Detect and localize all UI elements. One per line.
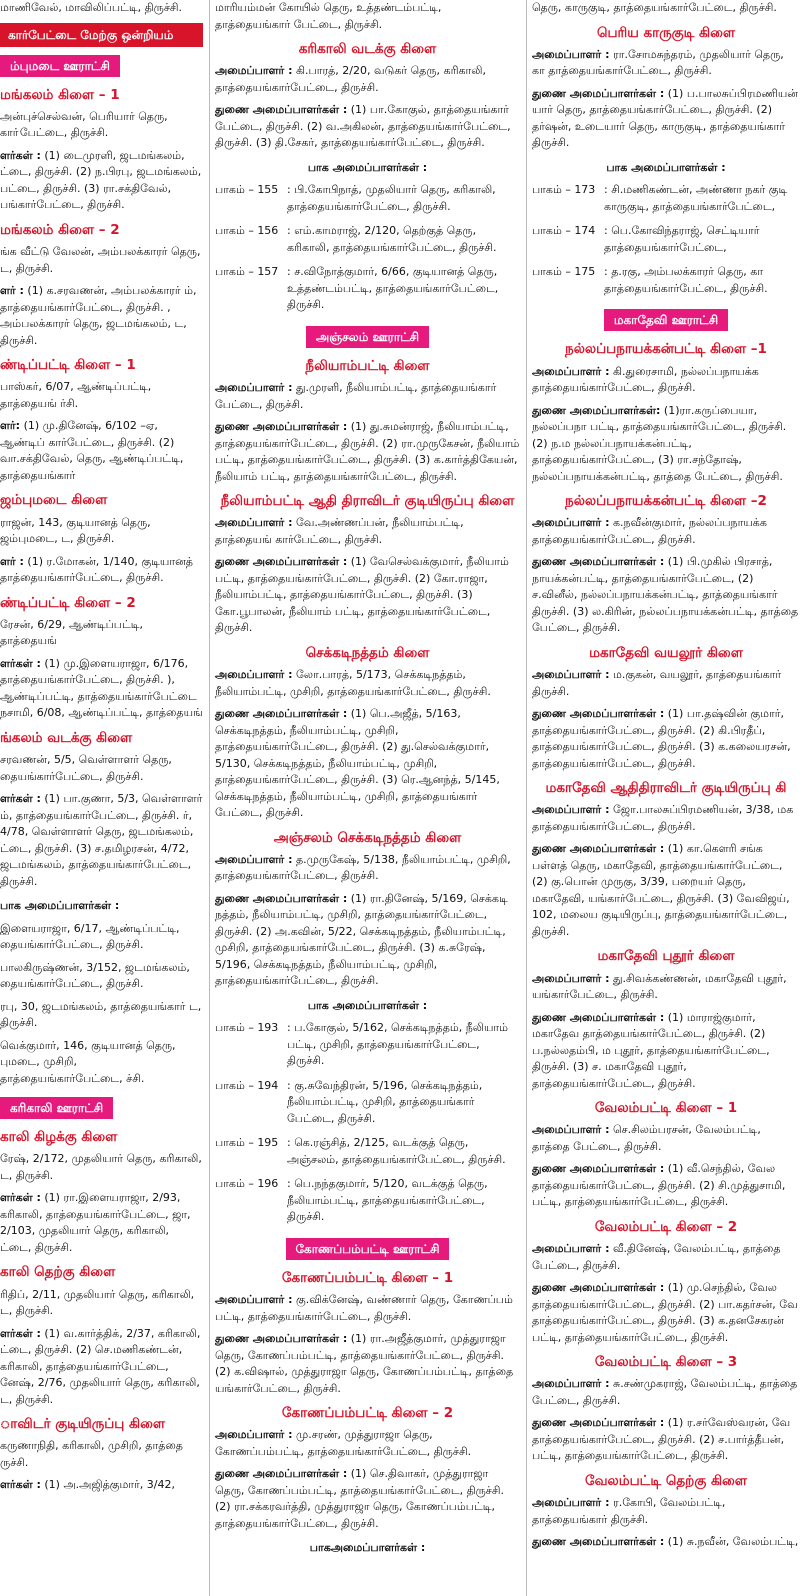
entry-text: ராஜன், 143, குடியானத் தெரு, ஜம்புமடை, ட, திருச்சி.	[0, 515, 151, 545]
panchayat-header	[215, 1234, 520, 1264]
entry-text: ங்க வீட்டு வேலன், அம்பலக்காரர் தெரு, ட, திருச்சி.	[0, 245, 201, 275]
section-subheading: பாக அமைப்பாளர்கள் :	[307, 998, 428, 1012]
branch-heading: நல்லப்பநாயக்கன்பட்டி கிளை –2	[565, 493, 767, 509]
entry-paragraph	[0, 791, 203, 890]
entry-paragraph	[215, 1331, 520, 1397]
entry-text: செ.சிலம்பரசன், வேலம்பட்டி, தாத்தை பேட்டை, திருச்சி.	[532, 1123, 761, 1153]
entry-text: கு.விக்னேஷ், வண்ணார் தெரு, கோணப்பம் பட்டி, தாத்தையங்கார்பேட்டை, திருச்சி.	[215, 1293, 513, 1323]
entry-text: (1) ர.சர்வேஸ்வரன், வே தாத்தையங்கார்பேட்டை, திருச்சி. (2) ச.பார்த்தீபன், பட்டி, தாத்தையங்கார்பேட்டை, திருச்சி.	[532, 1416, 791, 1463]
entry-text: பாஸ்கர், 6/07, ஆண்டிப்பட்டி, தாத்தையங் ர்சி.	[0, 380, 152, 410]
entry-text: ம.குகன், வயலூர், தாத்தையங்கார் திருச்சி.	[532, 668, 782, 698]
entry-text: (1) மு.செந்தில், வேல தாத்தையங்கார்பேட்டை, திருச்சி. (2) பா.கதர்சன், வே தாத்தையங்கார்பேட்டை, திருச்சி. (3) க.தனசேகரன் பட்டி, தாத்தையங்கார்பேட்டை, திருச்சி.	[532, 1281, 798, 1344]
entry-text: து.முரளி, நீலியாம்பட்டி, தாத்தையங்கார் பேட்டை, திருச்சி.	[215, 381, 497, 411]
entry-text: (1) பெ.அஜீத், 5/163, செக்கடிநத்தம், நீலியாம்பட்டி, முசிறி, தாத்தையங்கார்பேட்டை, திருச்சி. (2) து.செல்வக்குமார், 5/130, செக்கடிநத்தம், நீலியாம்பட்டி, முசிறி, தாத்தையங்கார்பேட்டை, திருச்சி. (3) ரெ.ஆனந்த், 5/145, செக்கடிநத்தம், நீலியாம்பட்டி, முசிறி, தாத்தையங்கார் பேட்டை, திருச்சி.	[215, 707, 500, 819]
entry-paragraph	[532, 1495, 800, 1528]
entry-paragraph	[215, 1427, 520, 1460]
branch-heading: செக்கடிநத்தம் கிளை	[305, 644, 430, 661]
booth-entry	[532, 182, 800, 215]
role-label: அமைப்பாளர் :	[532, 1496, 610, 1509]
branch-heading: காலி தெற்கு கிளை	[0, 1264, 116, 1281]
role-label: அமைப்பாளர் :	[215, 64, 293, 78]
branch-heading: ங்கலம் வடக்கு கிளை	[0, 729, 133, 746]
entry-paragraph	[532, 667, 800, 700]
branch-heading: ாவிடர் குடியிருப்பு கிளை	[0, 1416, 166, 1432]
panchayat-header	[532, 305, 800, 335]
entry-paragraph	[215, 0, 520, 33]
role-label: ளர்கள் :	[0, 656, 41, 670]
entry-paragraph	[215, 1292, 520, 1325]
booth-number: பாகம் – 193	[215, 1021, 279, 1035]
entry-paragraph	[0, 1151, 203, 1184]
branch-heading: வேலம்பட்டி கிளை – 1	[594, 1100, 738, 1116]
entry-text: மாரியம்மன் கோயில் தெரு, உத்தண்டம்பட்டி, தாத்தையங்கார் பேட்டை, திருச்சி.	[215, 1, 442, 31]
role-label: துணை அமைப்பாளர்கள் :	[532, 1416, 665, 1430]
entry-paragraph	[0, 515, 203, 548]
role-label: ளர்கள் :	[0, 792, 41, 805]
panchayat-title: மகாதேவி ஊராட்சி	[604, 309, 728, 331]
entry-text: (1) அ.அஜித்குமார், 3/42,	[44, 1478, 175, 1492]
entry-text: ர.கோபி, வேலம்பட்டி, தாத்தையங்கார் திருச்சி.	[532, 1496, 726, 1526]
entry-text: (1) வ.கார்த்திக், 2/37, கரிகாலி, ட்டை, திருச்சி. (2) செ.மணிகண்டன், கரிகாலி, தாத்தையங்கார்பேட்டை, னேஷ், 2/76, முதலியார் தெரு, கரிகாலி, ட, திருச்சி.	[0, 1326, 201, 1406]
entry-text: (1) ர.மோகன், 1/140, குடியானத் தாத்தையங்கார்பேட்டை, திருச்சி.	[0, 554, 193, 584]
entry-text: (1) து.சுமன்ராஜ், நீலியாம்பட்டி, தாத்தையங்கார்பேட்டை, திருச்சி. (2) ரா.முருகேசன், நீலியாம் பட்டி, தாத்தையங்கார்பேட்டை, திருச்சி. (3) க.கார்த்திகேயன், நீலியாம் பட்டி, தாத்தையங்கார்பேட்டை, திருச்சி.	[215, 420, 520, 483]
branch-heading: ண்டிப்பட்டி கிளை – 2	[0, 594, 136, 611]
branch-heading: பெரிய காருகுடி கிளை	[596, 24, 736, 41]
role-label: துணை அமைப்பாளர்கள் :	[532, 86, 665, 100]
entry-paragraph	[215, 852, 520, 885]
booth-entry	[532, 223, 800, 256]
entry-text: கி.பாரத், 2/20, வடுகர் தெரு, கரிகாலி, தாத்தையங்கார்பேட்டை, திருச்சி.	[215, 64, 486, 94]
entry-text: (1) செ.திவாகர், முத்துராஜா தெரு, கோணப்பம்பட்டி, தாத்தையங்கார்பேட்டை, திருச்சி. (2) ரா.சக்கரவர்த்தி, முத்துராஜா தெரு, கோணப்பம்பட்டி, தாத்தையங்கார்பேட்டை, திருச்சி.	[215, 1467, 504, 1530]
booth-entry	[215, 182, 520, 215]
entry-paragraph	[532, 554, 800, 637]
branch-heading: வேலம்பட்டி கிளை – 2	[594, 1218, 738, 1235]
booth-organiser: : பி.கோபிநாத், முதலியார் தெரு, கரிகாலி, தாத்தையங்கார்பேட்டை, திருச்சி.	[287, 183, 496, 213]
entry-paragraph	[0, 1326, 203, 1409]
role-label: ளர்கள் :	[0, 1191, 41, 1205]
branch-heading: கரிகாலி வடக்கு கிளை	[298, 41, 437, 57]
entry-text: (1) கா.கௌரி சங்க பள்ளத் தெரு, மகாதேவி, தாத்தையங்கார்பேட்டை, (2) கு.பொன் முருகு, 3/39, பறையர் தெரு, மகாதேவி, யங்கார்பேட்டை, திருச்சி. (3) வேவிஜய், 102, மலைய குடியிருப்பு, தாத்தையங்கார்பேட்டை, திருச்சி.	[532, 842, 790, 938]
entry-text: (1) ரா.தினேஷ், 5/169, செக்கடி நத்தம், நீலியாம்பட்டி, முசிறி, தாத்தையங்கார்பேட்டை, திருச்சி. (2) அ.கவின், 5/22, செக்கடிநத்தம், நீலியாம்பட்டி, முசிறி, தாத்தையங்கார்பேட்டை, திருச்சி. (3) க.சுரேஷ், 5/196, செக்கடிநத்தம், நீலியாம்பட்டி, முசிறி, தாத்தையங்கார்பேட்டை, திருச்சி.	[215, 891, 508, 988]
column-middle	[215, 0, 520, 1596]
panchayat-header	[0, 1093, 203, 1123]
role-label: ளர்கள் :	[0, 1326, 41, 1340]
branch-heading: நீலியாம்பட்டி ஆதி திராவிடர் குடியிருப்பு கிளை	[220, 493, 515, 509]
role-label: துணை அமைப்பாளர்கள் :	[215, 1467, 348, 1481]
entry-text: வெக்குமார், 146, குடியானத் தெரு, புமடை, முசிறி, தாத்தையங்கார்பேட்டை, ச்சி.	[0, 1038, 176, 1085]
role-label: துணை அமைப்பாளர்கள் :	[532, 1535, 665, 1548]
booth-organiser: : கெ.ரஞ்சித், 2/125, வடக்குத் தெரு, அஞ்சலம், தாத்தையங்கார்பேட்டை, திருச்சி.	[287, 1136, 506, 1166]
panchayat-title: கோணப்பம்பட்டி ஊராட்சி	[286, 1238, 450, 1260]
entry-paragraph	[0, 999, 203, 1032]
column-left	[0, 0, 203, 1596]
entry-text: (1) மு.தினேஷ், 6/102 –ஏ, ஆண்டிப் கார்பேட்டை, திருச்சி. (2) வா.சக்திவேல், தெரு, ஆண்டிப்பட்டி, தாத்தையங்கார்	[0, 419, 184, 482]
role-label: துணை அமைப்பாளர்கள்:	[532, 403, 661, 417]
booth-number: பாகம் – 173	[532, 183, 596, 197]
role-label: அமைப்பாளர் :	[215, 1293, 293, 1306]
entry-paragraph	[532, 706, 800, 772]
entry-paragraph	[532, 841, 800, 940]
entry-paragraph	[0, 283, 203, 349]
entry-paragraph	[0, 1287, 203, 1320]
entry-text: து.சிவக்கண்ணன், மகாதேவி புதூர், யங்கார்பேட்டை, திருச்சி.	[532, 971, 787, 1001]
entry-paragraph	[532, 515, 800, 548]
entry-paragraph	[532, 0, 800, 17]
entry-paragraph	[0, 0, 203, 17]
entry-paragraph	[532, 1241, 800, 1274]
role-label: அமைப்பாளர் :	[215, 852, 293, 866]
booth-organiser: : எம்.காமராஜ், 2/120, தெற்குத் தெரு, கரிகாலி, தாத்தையங்கார்பேட்டை, திருச்சி.	[287, 224, 497, 254]
role-label: அமைப்பாளர் :	[532, 47, 610, 61]
entry-paragraph	[215, 554, 520, 637]
entry-paragraph	[215, 419, 520, 485]
entry-paragraph	[532, 1534, 800, 1551]
branch-heading: வேலம்பட்டி கிளை – 3	[594, 1354, 738, 1370]
branch-heading: ஜம்புமடை கிளை	[0, 492, 108, 509]
entry-text: (1) க.சரவணன், அம்பலக்காரர் ம், தாத்தையங்கார்பேட்டை, திருச்சி. , அம்பலக்காரர் தெரு, ஜடமங்கலம், ட, திருச்சி.	[0, 284, 197, 347]
booth-number: பாகம் – 196	[215, 1177, 279, 1191]
role-label: அமைப்பாளர் :	[215, 1428, 293, 1442]
entry-text: லோ.பாரத், 5/173, செக்கடிநத்தம், நீலியாம்பட்டி, முசிறி, தாத்தையங்கார்பேட்டை, திருச்சி.	[215, 668, 491, 698]
booth-entry	[215, 1078, 520, 1128]
entry-paragraph	[0, 109, 203, 142]
entry-text: இளையராஜா, 6/17, ஆண்டிப்பட்டி, தையங்கார்பேட்டை, திருச்சி.	[0, 921, 180, 951]
booth-organiser: : ச.விநோத்குமார், 6/66, குடியானத் தெரு, உத்தண்டம்பட்டி, தாத்தையங்கார்பேட்டை, திருச்சி.	[287, 265, 499, 312]
entry-paragraph	[215, 667, 520, 700]
booth-organiser: : கு.சுவேந்திரன், 5/196, செக்கடிநத்தம், நீலியாம்பட்டி, முசிறி, தாத்தையங்கார் பேட்டை, திருச்சி.	[287, 1078, 483, 1125]
booth-number: பாகம் – 156	[215, 224, 279, 238]
entry-paragraph	[532, 47, 800, 80]
entry-text: (1) மு.இளையராஜா, 6/176, தாத்தையங்கார்பேட்டை, திருச்சி. ), ஆண்டிப்பட்டி, தாத்தையங்கார்பேட்டை நசாமி, 6/08, ஆண்டிப்பட்டி, தாத்தையங்	[0, 656, 203, 720]
booth-organiser: : த.ரகு, அம்பலக்காரர் தெரு, கா தாத்தையங்கார்பேட்டை, திருச்சி.	[604, 265, 768, 295]
entry-text: (1) ரா.அஜீத்குமார், முத்துராஜா தெரு, கோணப்பம்பட்டி, தாத்தையங்கார்பேட்டை, திருச்சி. (2) க.விஷால், முத்துராஜா தெரு, கோணப்பம்பட்டி, தாத்தை யங்கார்பேட்டை, திருச்சி.	[215, 1332, 514, 1395]
entry-text: சு.சண்முகராஜ், வேலம்பட்டி, தாத்தை பேட்டை, திருச்சி.	[532, 1377, 798, 1407]
role-label: ளர் :	[0, 554, 24, 568]
entry-paragraph	[532, 1415, 800, 1465]
role-label: அமைப்பாளர் :	[215, 381, 293, 394]
booth-entry	[215, 223, 520, 256]
entry-paragraph	[532, 364, 800, 397]
booth-entry	[532, 264, 800, 297]
role-label: அமைப்பாளர் :	[532, 1242, 610, 1255]
entry-paragraph	[0, 148, 203, 214]
role-label: அமைப்பாளர் :	[532, 516, 610, 530]
entry-text: (1) வேசெல்வக்குமார், நீலியாம் பட்டி, தாத்தையங்கார்பேட்டை, திருச்சி. (2) கோ.ராஜா, நீலியாம்பட்டி, தாத்தையங்கார்பேட்டை, திருச்சி. (3) கோ.பூபாலன், நீலியாம் பட்டி, தாத்தையங்கார்பேட்டை, திருச்சி.	[215, 555, 509, 635]
panchayat-title: அஞ்சலம் ஊராட்சி	[306, 326, 429, 348]
branch-heading: கோணப்பம்பட்டி கிளை – 1	[281, 1269, 454, 1286]
section-subheading: பாக அமைப்பாளர்கள் :	[606, 160, 726, 174]
role-label: துணை அமைப்பாளர்கள் :	[532, 1162, 665, 1176]
entry-text: கருணாநிதி, கரிகாலி, முசிறி, தாத்தை ருச்சி.	[0, 1439, 183, 1469]
entry-paragraph	[532, 1010, 800, 1093]
branch-heading: வேலம்பட்டி தெற்கு கிளை	[585, 1472, 747, 1489]
entry-text: வே.அண்ணப்பன், நீலியாம்பட்டி, தாத்தையங் கார்பேட்டை, திருச்சி.	[215, 516, 464, 546]
column-divider	[526, 0, 527, 1596]
role-label: துணை அமைப்பாளர்கள் :	[532, 707, 665, 720]
entry-text: அன்புச்செல்வன், பெரியார் தெரு, காா்பேட்டை, திருச்சி.	[0, 109, 168, 140]
role-label: ளர்கள் :	[0, 148, 41, 162]
role-label: அமைப்பாளர் :	[215, 516, 293, 530]
entry-text: (1) பா.குணா, 5/3, வெள்ளாளர் ம், தாத்தையங்கார்பேட்டை, திருச்சி. ர், 4/78, வெள்ளாளர் தெரு, ஜடமங்கலம், ட்டை, திருச்சி. (3) ச.தமிழரசன், 4/72, ஜடமங்கலம், தாத்தையங்கார்பேட்டை, திருச்சி.	[0, 792, 203, 888]
panchayat-header	[0, 51, 203, 81]
entry-paragraph	[532, 1280, 800, 1346]
entry-paragraph	[0, 379, 203, 412]
role-label: ளர்:	[0, 419, 21, 433]
entry-text: க.நவீன்குமார், நல்லப்பநாயக்க தாத்தையங்கார்பேட்டை, திருச்சி.	[532, 516, 767, 546]
entry-text: (1) ரா.இளையராஜா, 2/93, கரிகாலி, தாத்தையங்கார்பேட்டை, ஜா, 2/103, முதலியார் தெரு, கரிகாலி, ட்டை, திருச்சி.	[0, 1191, 191, 1254]
booth-number: பாகம் – 175	[532, 265, 596, 279]
entry-paragraph	[215, 706, 520, 822]
entry-paragraph	[532, 1122, 800, 1155]
entry-text: (1) சு.நவீன், வேலம்பட்டி,	[667, 1535, 799, 1548]
entry-text: (1) பி.முகில் பிரசாத், நாயக்கன்பட்டி, தாத்தையங்கார்பேட்டை, (2) ச.வினீல், நல்லப்பநாயக்கன்பட்டி, தாத்தையங்கார் திருச்சி. (3) ல.கிரின், நல்லப்பநாயக்கன்பட்டி, தாத்தை பேட்டை, திருச்சி.	[532, 555, 799, 635]
role-label: துணை அமைப்பாளர்கள் :	[532, 842, 665, 856]
entry-text: (1)ரா.கருப்பையா, நல்லப்பநா பட்டி, தாத்தையங்கார்பேட்டை, திருச்சி. (2) ந.ம நல்லப்பநாயக்கன்பட்டி, தாத்தையங்கார்பேட்டை, (3) ரா.சந்தோஷ், நல்லப்பநாயக்கன்பட்டி, தாத்தை பேட்டை, திருச்சி.	[532, 403, 787, 483]
section-subheading: பாக அமைப்பாளர்கள் :	[0, 899, 120, 912]
entry-paragraph	[532, 86, 800, 152]
entry-paragraph	[0, 1038, 203, 1088]
role-label: அமைப்பாளர் :	[532, 668, 610, 681]
entry-paragraph	[532, 403, 800, 486]
booth-organiser: : சி.மணிகண்டன், அண்ணா நகர் குடி காருகுடி, தாத்தையங்கார்பேட்டை,	[604, 183, 788, 213]
entry-paragraph	[0, 960, 203, 993]
entry-paragraph	[215, 891, 520, 990]
role-label: அமைப்பாளர் :	[532, 1123, 610, 1137]
entry-text: மு.சரண், முத்துராஜா தெரு, கோணப்பம்பட்டி, தாத்தையங்கார்பேட்டை, திருச்சி.	[215, 1428, 472, 1458]
entry-text: தெரு, காருகுடி, தாத்தையங்கார்பேட்டை, திருச்சி.	[532, 1, 777, 14]
booth-entry	[215, 264, 520, 314]
role-label: துணை அமைப்பாளர்கள் :	[532, 1281, 665, 1294]
entry-text: வீ.தினேஷ், வேலம்பட்டி, தாத்தை பேட்டை, திருச்சி.	[532, 1242, 781, 1272]
entry-paragraph	[532, 802, 800, 835]
entry-paragraph	[0, 418, 203, 484]
role-label: துணை அமைப்பாளர்கள் :	[532, 555, 665, 569]
entry-paragraph	[532, 1161, 800, 1211]
entry-text: (1) மாராஜ்குமார், மகாதேவ தாத்தையங்கார்பேட்டை, திருச்சி. (2) ப.நல்லதம்பி, ம புதூர், தாத்தையங்கார்பேட்டை, திருச்சி. (3) ச. மகாதேவி புதூர், தாத்தையங்கார்பேட்டை, திருச்சி.	[532, 1010, 770, 1090]
role-label: துணை அமைப்பாளர்கள் :	[215, 707, 348, 720]
entry-paragraph	[0, 1190, 203, 1256]
role-label: ளர்கள் :	[0, 1478, 41, 1492]
entry-text: ரபு, 30, ஜடமங்கலம், தாத்தையங்கார் ட, திருச்சி.	[0, 999, 202, 1029]
entry-paragraph	[532, 1376, 800, 1409]
branch-heading: கோணப்பம்பட்டி கிளை – 2	[281, 1405, 454, 1421]
booth-number: பாகம் – 155	[215, 183, 279, 197]
branch-heading: மகாதேவி வயலூர் கிளை	[589, 644, 743, 661]
branch-heading: மகாதேவி ஆதிதிராவிடர் குடியிருப்பு கி	[545, 780, 787, 796]
booth-number: பாகம் – 157	[215, 265, 279, 279]
branch-heading: மங்கலம் கிளை – 2	[0, 221, 120, 238]
entry-text: ரேசன், 6/29, ஆண்டிப்பட்டி, தாத்தையங்	[0, 617, 143, 648]
booth-organiser: : பெ.கோவிந்தராஜ், செட்டியார் தாத்தையங்கார்பேட்டை,	[604, 224, 760, 254]
branch-heading: நல்லப்பநாயக்கன்பட்டி கிளை –1	[565, 341, 767, 358]
entry-text: பாலகிருஷ்ணன், 3/152, ஜடமங்கலம், தையங்கார்பேட்டை, திருச்சி.	[0, 960, 190, 990]
booth-entry	[215, 1020, 520, 1070]
column-right	[532, 0, 800, 1596]
entry-paragraph	[215, 102, 520, 152]
entry-text: ஜோ.பாலசுப்பிரமணியன், 3/38, மக தாத்தையங்கார்பேட்டை, திருச்சி.	[532, 803, 794, 833]
entry-paragraph	[0, 1477, 203, 1494]
booth-number: பாகம் – 174	[532, 224, 596, 238]
entry-text: (1) பா.கோகுல், தாத்தையங்கார் பேட்டை, திருச்சி. (2) வ.அகிலன், தாத்தையங்கார்பேட்டை, திருச்சி. (3) தி.சேகர், தாத்தையங்கார்பேட்டை, திருச்சி.	[215, 103, 511, 150]
role-label: அமைப்பாளர் :	[532, 1377, 610, 1391]
booth-entry	[215, 1176, 520, 1226]
union-title-band: கார்பேட்டை மேற்கு ஒன்றியம்	[0, 23, 203, 47]
booth-organiser: : பெ.நந்தகுமார், 5/120, வடக்குத் தெரு, நீலியாம்பட்டி, தாத்தையங்கார்பேட்டை, திருச்சி.	[287, 1177, 488, 1224]
role-label: அமைப்பாளர் :	[215, 668, 293, 681]
entry-text: ரிதிப், 2/11, முதலியார் தெரு, கரிகாலி, ட, திருச்சி.	[0, 1287, 195, 1317]
role-label: துணை அமைப்பாளர்கள் :	[532, 1010, 665, 1024]
booth-number: பாகம் – 195	[215, 1136, 279, 1150]
role-label: துணை அமைப்பாளர்கள் :	[215, 555, 348, 569]
entry-text: ரா.சோமசுந்தரம், முதலியார் தெரு, கா தாத்தையங்கார்பேட்டை, திருச்சி.	[532, 47, 784, 78]
entry-paragraph	[0, 656, 203, 722]
entry-paragraph	[215, 380, 520, 413]
entry-text: சரவணன், 5/5, வெள்ளாளர் தெரு, தையங்கார்பேட்டை, திருச்சி.	[0, 753, 172, 783]
entry-text: (1) ப.பாலசுப்பிரமணியன் யார் தெரு, தாத்தையங்கார்பேட்டை, திருச்சி. (2) தர்ஷன், உடையார் தெரு, காருகுடி, தாத்தையங்கார் திருச்சி.	[532, 86, 798, 150]
entry-paragraph	[532, 971, 800, 1004]
entry-paragraph	[215, 63, 520, 96]
entry-text: த.முருகேஷ், 5/138, நீலியாம்பட்டி, முசிறி, தாத்தையங்கார்பேட்டை, திருச்சி.	[215, 852, 511, 883]
entry-text: (1) வீ.செந்தில், வேல தாத்தையங்கார்பேட்டை, திருச்சி. (2) சி.முத்துசாமி, பட்டி, தாத்தையங்கார்பேட்டை, திருச்சி.	[532, 1162, 786, 1209]
role-label: அமைப்பாளர் :	[532, 364, 610, 378]
entry-paragraph	[0, 244, 203, 277]
role-label: துணை அமைப்பாளர்கள் :	[215, 891, 348, 905]
entry-paragraph	[0, 554, 203, 587]
entry-text: (1) பா.தஷ்வின் குமார், தாத்தையங்கார்பேட்டை, திருச்சி. (2) கி.பிரதீப், தாத்தையங்கார்பேட்டை, திருச்சி. (3) க.கலையரசன், தாத்தையங்கார்பேட்டை, திருச்சி.	[532, 707, 791, 770]
section-subheading: பாக அமைப்பாளர்கள் :	[307, 160, 428, 174]
entry-text: ரேஷ், 2/172, முதலியார் தெரு, கரிகாலி, ட, திருச்சி.	[0, 1152, 202, 1182]
branch-heading: காலி கிழக்கு கிளை	[0, 1129, 118, 1145]
branch-heading: நீலியாம்பட்டி கிளை	[305, 357, 430, 374]
entry-paragraph	[215, 515, 520, 548]
panchayat-title: கரிகாலி ஊராட்சி	[0, 1097, 113, 1119]
entry-text: மாணிவேல், மாவிலிப்பட்டி, திருச்சி.	[0, 1, 183, 14]
panchayat-title: ம்புமடை ஊராட்சி	[0, 55, 120, 77]
role-label: துணை அமைப்பாளர்கள் :	[215, 103, 348, 117]
entry-text: (1) டைமுரளி, ஜடமங்கலம், ட்டை, திருச்சி. (2) ந.பிரபு, ஜடமங்கலம், பட்டை, திருச்சி. (3) ரா.சக்திவேல், பங்கார்பேட்டை, திருச்சி.	[0, 148, 202, 212]
entry-paragraph	[0, 921, 203, 954]
branch-heading: மங்கலம் கிளை – 1	[0, 86, 120, 103]
booth-entry	[215, 1135, 520, 1168]
section-subheading: பாகஅமைப்பாளர்கள் :	[309, 1541, 426, 1555]
role-label: அமைப்பாளர் :	[532, 971, 610, 985]
branch-heading: அஞ்சலம் செக்கடிநத்தம் கிளை	[273, 829, 462, 846]
entry-paragraph	[0, 1438, 203, 1471]
role-label: ளர் :	[0, 284, 24, 297]
role-label: துணை அமைப்பாளர்கள் :	[215, 420, 348, 433]
panchayat-header	[215, 322, 520, 352]
branch-heading: மகாதேவி புதூர் கிளை	[597, 948, 735, 965]
entry-text: கி.துரைசாமி, நல்லப்பநாயக்க தாத்தையங்கார்பேட்டை, திருச்சி.	[532, 364, 759, 394]
branch-heading: ண்டிப்பட்டி கிளை – 1	[0, 357, 136, 373]
role-label: துணை அமைப்பாளர்கள் :	[215, 1332, 348, 1345]
role-label: அமைப்பாளர் :	[532, 803, 610, 817]
booth-number: பாகம் – 194	[215, 1078, 279, 1092]
entry-paragraph	[0, 617, 203, 650]
column-divider	[209, 0, 210, 1596]
booth-organiser: : ப.கோகுல், 5/162, செக்கடிநத்தம், நீலியாம் பட்டி, முசிறி, தாத்தையங்கார்பேட்டை, திருச்சி.	[287, 1021, 508, 1068]
entry-paragraph	[0, 752, 203, 785]
entry-paragraph	[215, 1466, 520, 1532]
